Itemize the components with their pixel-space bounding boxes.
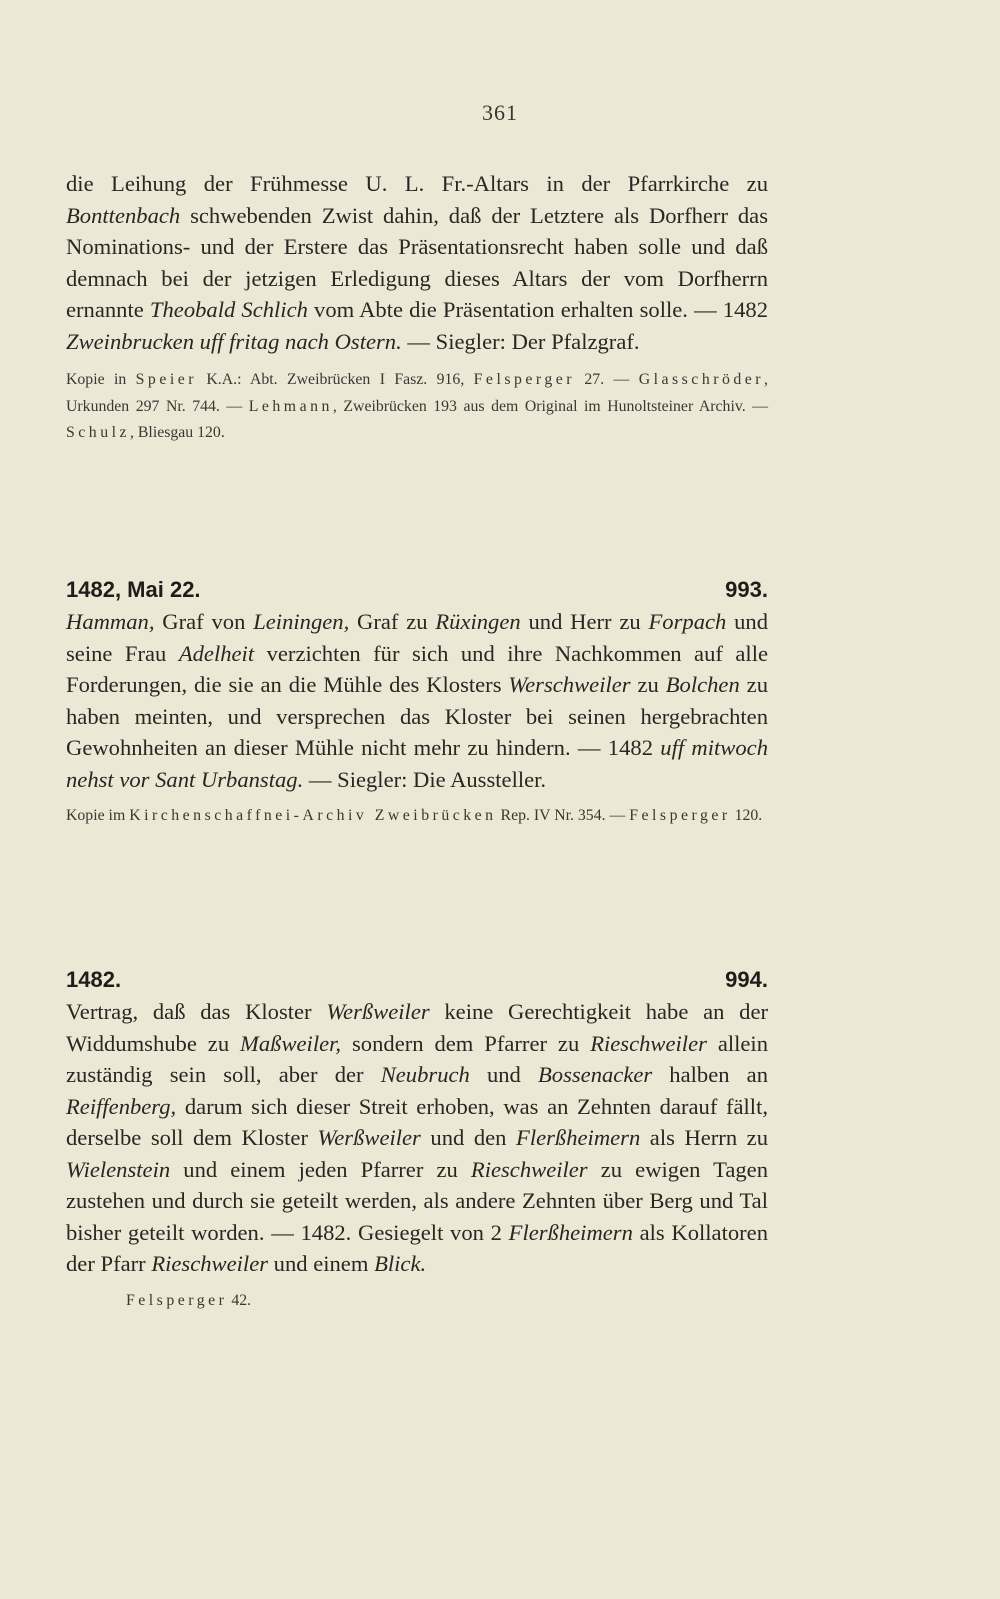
text: verzichten für sich und ihre Nachkommen auf alle Forderungen, die sie an die Mühle des Klosters	[66, 640, 768, 697]
entry-source-note	[66, 803, 768, 830]
text: , Zweibrücken 193 aus dem Original im Hunoltsteiner Archiv. —	[332, 397, 768, 415]
spaced-name: Speier	[135, 371, 197, 388]
text: sondern dem Pfarrer zu	[341, 1030, 591, 1056]
entry-heading	[66, 967, 768, 993]
text: 120.	[730, 807, 763, 824]
place-name: Rieschweiler	[470, 1156, 588, 1182]
place-name: Maßweiler,	[240, 1030, 342, 1056]
text: und seine Frau	[66, 609, 769, 666]
entry-993	[66, 577, 768, 830]
text: — Siegler: Die Aussteller.	[303, 766, 547, 792]
text: Graf von	[154, 609, 254, 634]
place-name: Rieschweiler	[590, 1030, 707, 1056]
text: , Bliesgau 120.	[130, 424, 225, 441]
text: darum sich dieser Streit erhoben, was an Zehnten darauf fällt, derselbe soll dem Kloster	[66, 1093, 768, 1150]
spaced-name: Felsperger	[473, 371, 576, 388]
text: und einem jeden Pfarrer zu	[170, 1156, 471, 1182]
text: K.A.: Abt. Zweibrücken I Fasz. 916,	[197, 371, 474, 388]
intro-paragraph	[66, 168, 768, 357]
text: die Leihung der Frühmesse U. L. Fr.-Altars in der Pfarrkirche zu	[66, 171, 768, 196]
spaced-name: Schulz	[66, 424, 130, 441]
spaced-name: Kirchenschaffnei-Archiv Zweibrücken	[129, 807, 497, 824]
text: Graf zu	[349, 609, 436, 634]
intro-entry	[66, 168, 768, 447]
text: als Herrn zu	[640, 1125, 768, 1150]
text: allein zuständig sein soll, aber der	[66, 1030, 768, 1087]
text: Kopie im	[66, 807, 130, 824]
text: 27. —	[575, 371, 639, 388]
place-name: Bonttenbach	[66, 202, 181, 228]
text: keine Gerechtigkeit habe an der Widdumshube zu	[66, 999, 769, 1056]
entry-heading	[66, 577, 768, 603]
entry-paragraph	[66, 606, 768, 795]
place-name: Werschweiler	[508, 672, 631, 697]
text: vom Abte die Präsentation erhalten solle. — 1482	[307, 297, 768, 322]
text: Vertrag, daß das Kloster	[66, 999, 327, 1024]
person-name: Adelheit	[178, 640, 255, 666]
place-name: Bolchen	[665, 672, 740, 697]
text: zu haben meinten, und versprechen das Kloster bei seinen hergebrachten Gewohnheiten an dieser Mühle nicht mehr zu hindern. — 1482	[66, 672, 768, 760]
place-name: Neubruch	[380, 1062, 470, 1087]
spaced-name: Glasschröder	[638, 371, 765, 388]
person-name: Blick.	[374, 1251, 427, 1276]
text: zu ewigen Tagen zustehen und durch sie geteilt werden, als andere Zehnten über Berg und Tal bisher geteilt worden. — 1482. Gesiegelt von 2	[66, 1156, 768, 1245]
spaced-name: Felsperger	[629, 807, 731, 824]
place-name: Werßweiler	[326, 999, 430, 1024]
intro-source-note	[66, 367, 768, 447]
place-name: Rieschweiler	[151, 1251, 269, 1276]
text: Kopie in	[66, 371, 136, 388]
place-name: Forpach	[648, 609, 727, 634]
person-name: Flerßheimern	[508, 1219, 633, 1245]
text: — Siegler: Der Pfalzgraf.	[401, 328, 640, 354]
entry-date: 1482.	[66, 967, 122, 992]
text: als Kollatoren der Pfarr	[66, 1219, 768, 1276]
spaced-name: Lehmann	[248, 397, 333, 415]
place-name: Bossenacker	[537, 1062, 653, 1087]
place-name: Rüxingen	[435, 609, 521, 634]
date-phrase: uff mitwoch nehst vor Sant Urbanstag.	[66, 735, 768, 792]
text: zu	[630, 672, 666, 697]
text: und	[469, 1062, 538, 1087]
text: , Urkunden 297 Nr. 744. —	[66, 371, 768, 415]
text: halben an	[652, 1062, 768, 1087]
person-name: Theobald Schlich	[149, 297, 308, 322]
entry-number: 994.	[725, 967, 768, 992]
spaced-name: Felsperger	[126, 1291, 228, 1309]
text: und einem	[268, 1251, 375, 1276]
text: schwebenden Zwist dahin, daß der Letztere als Dorfherr das Nominations- und der Erstere das Präsentationsrecht haben solle und daß demnach bei der jetzigen Erledigung dieses Altars der vom Dorfherrn ernannte	[66, 202, 768, 322]
entry-paragraph	[66, 996, 768, 1280]
text: und den	[420, 1125, 517, 1150]
text: und Herr zu	[520, 609, 649, 634]
entry-source-note	[66, 1288, 768, 1315]
place-name: Leiningen,	[253, 609, 350, 634]
entry-994	[66, 967, 768, 1314]
date-phrase: Zweinbrucken uff fritag nach Ostern.	[66, 328, 402, 354]
entry-date: 1482, Mai 22.	[66, 577, 201, 602]
person-name: Hamman,	[66, 609, 155, 634]
place-name: Reiffenberg,	[66, 1093, 177, 1119]
entry-number: 993.	[725, 577, 768, 602]
person-name: Flerßheimern	[516, 1125, 641, 1150]
page-number: 361	[482, 100, 518, 125]
text: Rep. IV Nr. 354. —	[496, 807, 630, 824]
place-name: Werßweiler	[317, 1125, 421, 1150]
place-name: Wielenstein	[66, 1156, 171, 1182]
text: 42.	[227, 1291, 252, 1309]
